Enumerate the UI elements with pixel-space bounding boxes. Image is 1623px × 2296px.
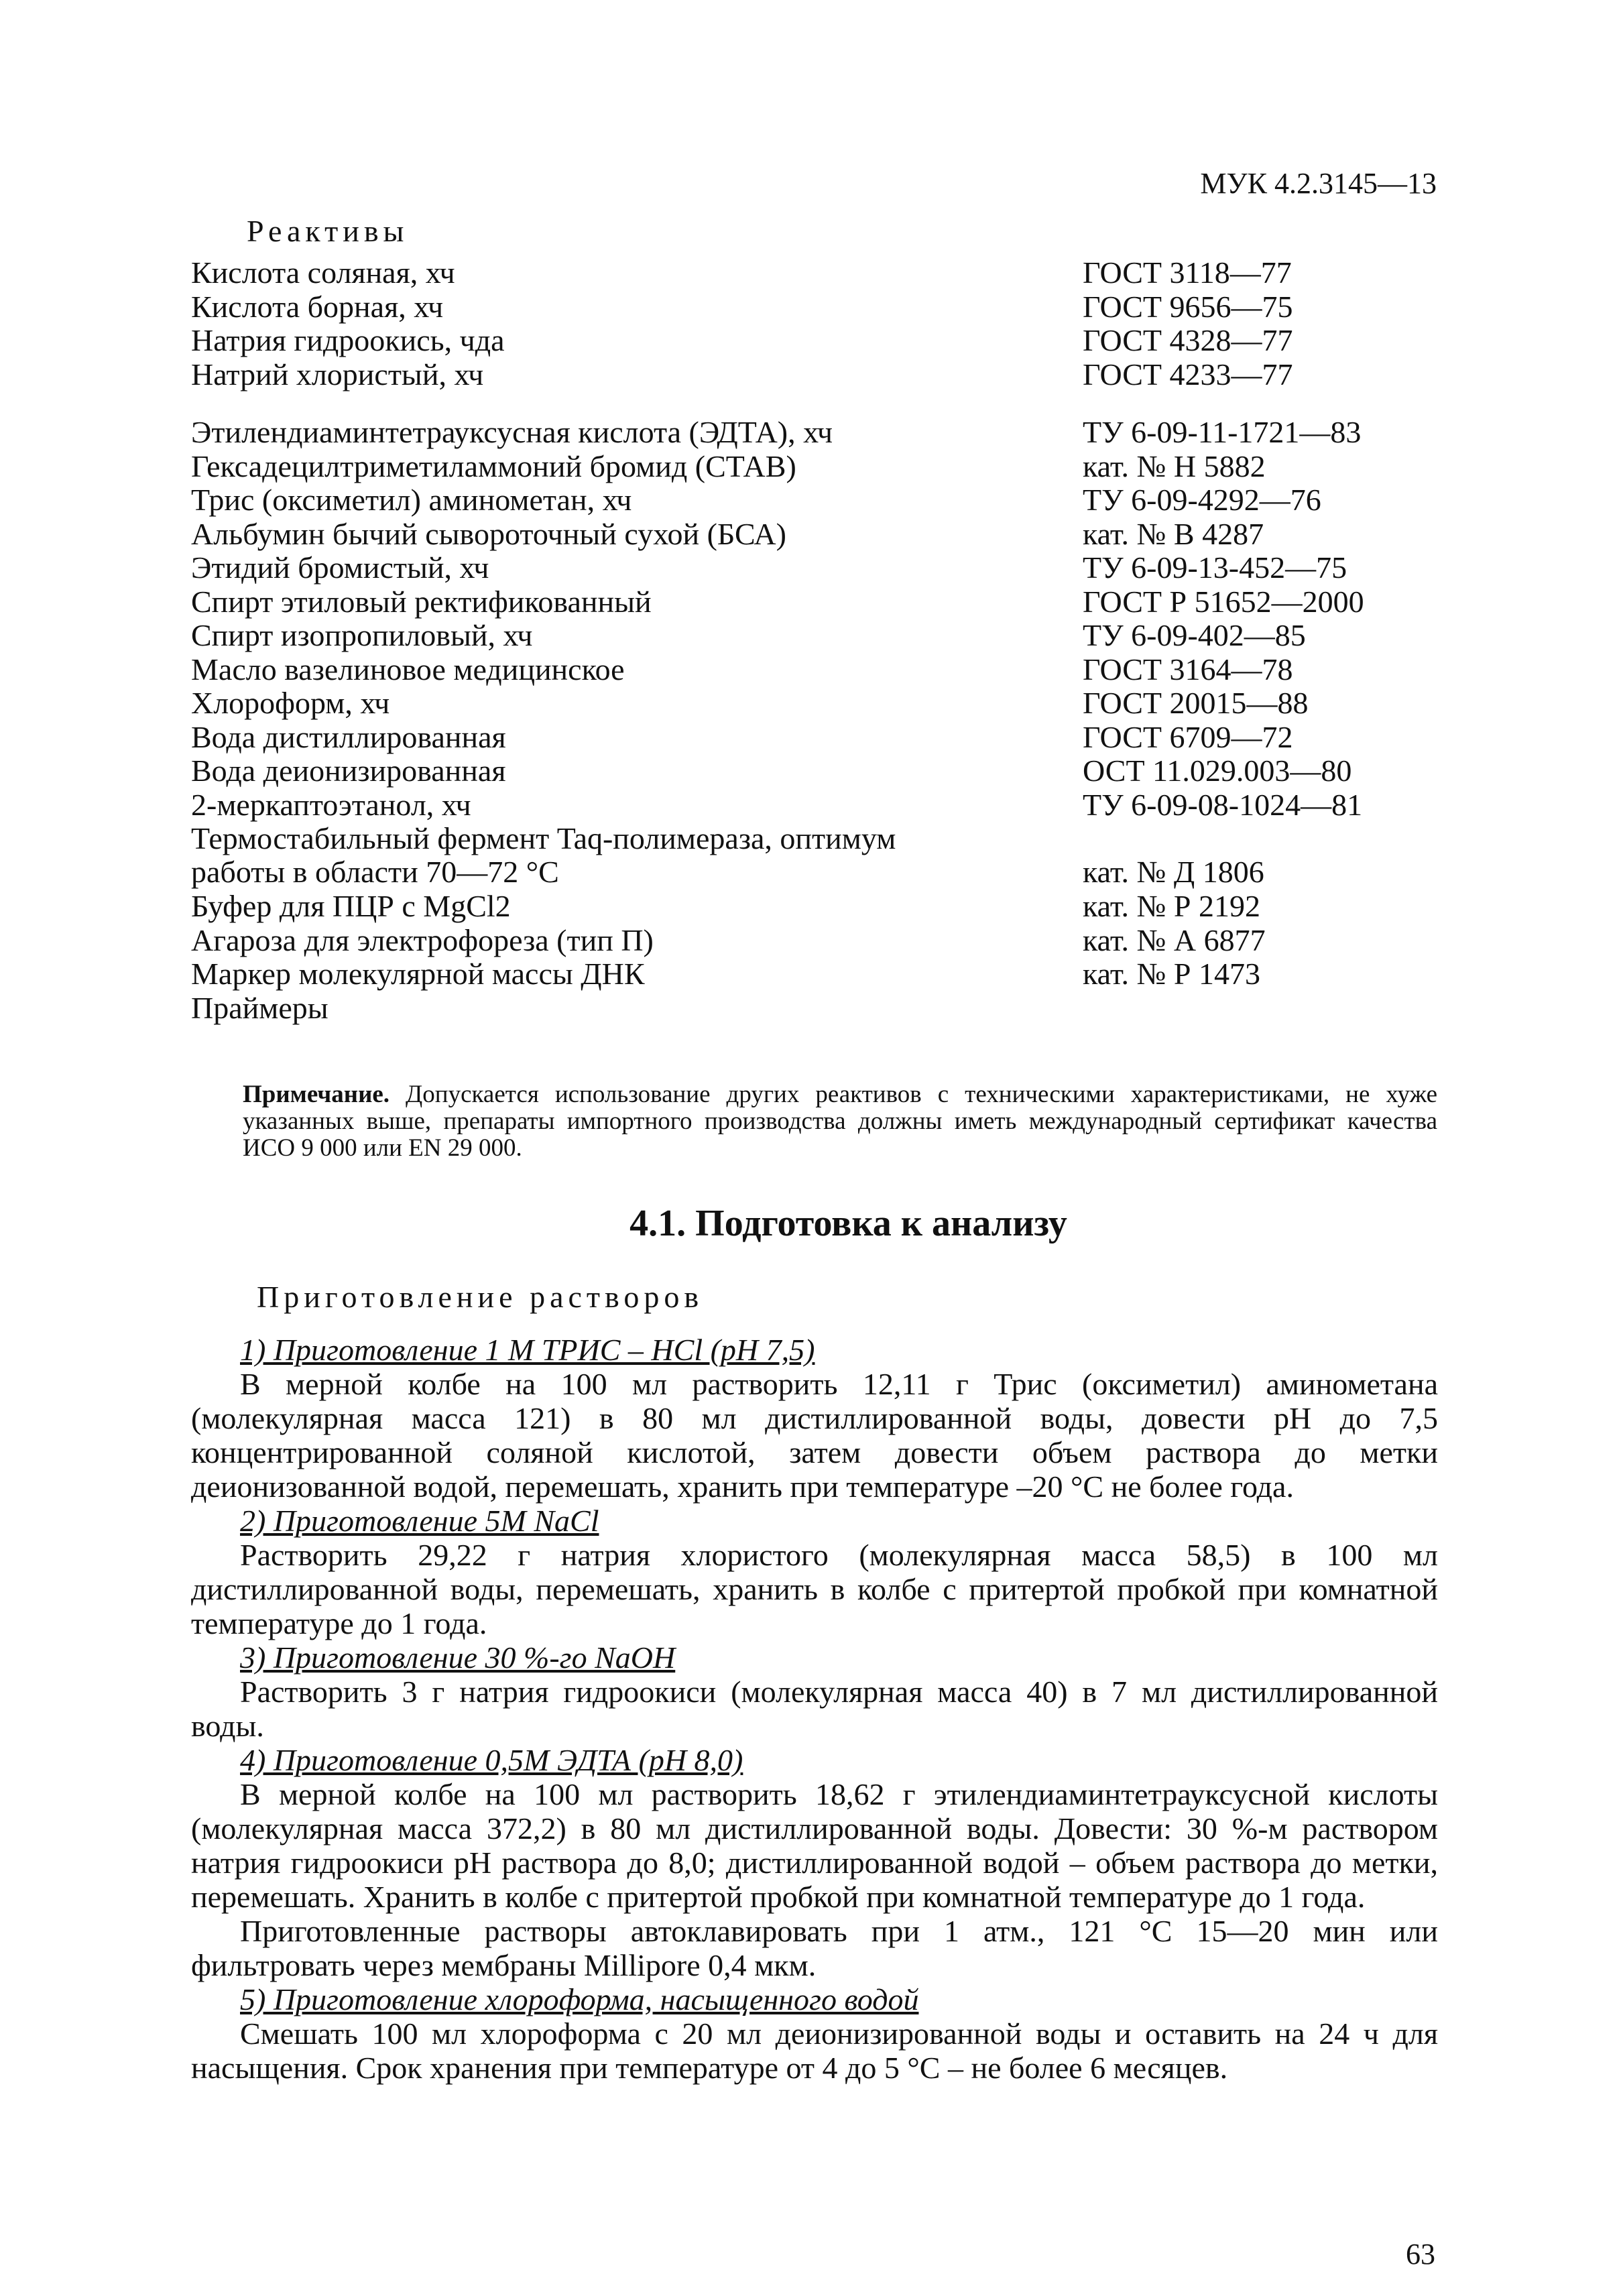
solution-text: В мерной колбе на 100 мл растворить 12,11 г Трис (оксиметил) аминометана (молекулярная масса 121) в 80 мл дистиллированной воды, довести pH до 7,5 концентрированной соляной кислотой, затем довести объем раствора до метки деионизованной водой, перемешать, хранить при температуре –20 °С не более года. bbox=[191, 1367, 1438, 1504]
reagent-name: Этилендиаминтетрауксусная кислота (ЭДТА), хч bbox=[191, 415, 833, 449]
reagent-name: Спирт этиловый ректификованный bbox=[191, 584, 652, 619]
reagent-row bbox=[191, 324, 1398, 358]
solution-title: 4) Приготовление 0,5М ЭДТА (pH 8,0) bbox=[240, 1743, 743, 1777]
solution-title: 1) Приготовление 1 М ТРИС – HCl (pH 7,5) bbox=[240, 1333, 815, 1367]
solution-text: Растворить 3 г натрия гидроокиси (молекулярная масса 40) в 7 мл дистиллированной воды. bbox=[191, 1675, 1438, 1743]
reagent-name: Вода деионизированная bbox=[191, 753, 506, 788]
reagent-spec: кат. № Р 1473 bbox=[1083, 957, 1260, 991]
reagent-spec: ГОСТ Р 51652—2000 bbox=[1083, 584, 1364, 619]
reagent-name: Натрий хлористый, хч bbox=[191, 357, 484, 391]
reagent-name: Спирт изопропиловый, хч bbox=[191, 618, 533, 652]
reagent-row bbox=[191, 518, 1398, 552]
reagent-row bbox=[191, 256, 1398, 290]
reagent-spec: кат. № В 4287 bbox=[1083, 516, 1264, 551]
reagent-spec: ГОСТ 6709—72 bbox=[1083, 719, 1293, 754]
reagent-name: Хлороформ, хч bbox=[191, 686, 390, 720]
document-code: МУК 4.2.3145—13 bbox=[1200, 167, 1437, 200]
reagent-spec: ТУ 6-09-13-452—75 bbox=[1083, 550, 1347, 585]
reagent-spec: ГОСТ 3164—78 bbox=[1083, 652, 1293, 686]
reagent-row bbox=[191, 483, 1398, 518]
reagent-row bbox=[191, 924, 1398, 958]
reagent-spec: кат. № Д 1806 bbox=[1083, 855, 1264, 889]
reagent-spec: кат. № А 6877 bbox=[1083, 922, 1266, 957]
reagent-name: Буфер для ПЦР с MgCl2 bbox=[191, 889, 511, 923]
reagent-name: Маркер молекулярной массы ДНК bbox=[191, 957, 645, 991]
reagent-row bbox=[191, 721, 1398, 755]
reagent-name: Кислота соляная, хч bbox=[191, 255, 455, 290]
reagent-row bbox=[191, 290, 1398, 324]
reagent-row bbox=[191, 890, 1398, 924]
solution-title: 3) Приготовление 30 %-го NaOH bbox=[240, 1640, 676, 1675]
reagent-row bbox=[191, 358, 1398, 392]
reagent-spec: ТУ 6-09-402—85 bbox=[1083, 618, 1306, 652]
solutions-subheading: Приготовление растворов bbox=[257, 1280, 704, 1314]
reagent-spec: ГОСТ 9656—75 bbox=[1083, 289, 1293, 324]
reagent-name: Праймеры bbox=[191, 990, 328, 1025]
section-title: 4.1. Подготовка к анализу bbox=[629, 1203, 1067, 1244]
reagent-spec: кат. № Р 2192 bbox=[1083, 889, 1260, 923]
reagent-row bbox=[191, 788, 1398, 823]
reagent-spec: ТУ 6-09-11-1721—83 bbox=[1083, 415, 1362, 449]
reagent-name: Этидий бромистый, хч bbox=[191, 550, 489, 585]
reagent-name: 2-меркаптоэтанол, хч bbox=[191, 787, 471, 822]
reagent-spec: ОСТ 11.029.003—80 bbox=[1083, 753, 1352, 788]
reagent-name: Натрия гидроокись, чда bbox=[191, 323, 505, 357]
reagent-row bbox=[191, 416, 1398, 450]
reagent-row bbox=[191, 619, 1398, 653]
solution-text: В мерной колбе на 100 мл растворить 18,62 г этилендиаминтетрауксусной кислоты (молекулярная масса 372,2) в 80 мл дистиллированной воды. Довести: 30 %-м раствором натрия гидроокиси pH раствора до 8,0; дистиллированной водой – объем раствора до метки, перемешать. Хранить в колбе с притертой пробкой при комнатной температуре до 1 года. bbox=[191, 1777, 1438, 1914]
note-text: Допускается использование других реактивов с техническими характеристиками, не хуже указанных выше, препараты импортного производства должны иметь международный сертификат качества ИСО 9 000 или EN 29 000. bbox=[243, 1081, 1437, 1162]
reagent-row bbox=[191, 551, 1398, 585]
solution-text: Смешать 100 мл хлороформа с 20 мл деионизированной воды и оставить на 24 ч для насыщения. Срок хранения при температуре от 4 до 5 °С – не более 6 месяцев. bbox=[191, 2016, 1438, 2085]
reagent-spec: ГОСТ 4233—77 bbox=[1083, 357, 1293, 391]
reagent-name: Вода дистиллированная bbox=[191, 719, 506, 754]
reagent-spec: ТУ 6-09-08-1024—81 bbox=[1083, 787, 1363, 822]
reagents-heading: Реактивы bbox=[247, 214, 409, 248]
reagent-name: Альбумин бычий сывороточный сухой (БСА) bbox=[191, 516, 786, 551]
reagent-row bbox=[191, 957, 1398, 991]
solution-title: 5) Приготовление хлороформа, насыщенного водой bbox=[240, 1982, 919, 2016]
reagent-row bbox=[191, 686, 1398, 721]
reagent-spec: ГОСТ 20015—88 bbox=[1083, 686, 1309, 720]
reagent-list-basic bbox=[191, 256, 1398, 391]
reagent-name: Масло вазелиновое медицинское bbox=[191, 652, 625, 686]
reagent-row bbox=[191, 450, 1398, 484]
reagent-spec: ГОСТ 4328—77 bbox=[1083, 323, 1293, 357]
reagent-row bbox=[191, 822, 1398, 890]
reagent-spec: кат. № Н 5882 bbox=[1083, 448, 1266, 483]
reagent-name: Кислота борная, хч bbox=[191, 289, 444, 324]
solutions-body bbox=[191, 1333, 1438, 2085]
note-paragraph bbox=[243, 1081, 1437, 1162]
solution-text: Растворить 29,22 г натрия хлористого (молекулярная масса 58,5) в 100 мл дистиллированной воды, перемешать, хранить в колбе с притертой пробкой при комнатной температуре до 1 года. bbox=[191, 1538, 1438, 1640]
reagent-row bbox=[191, 585, 1398, 619]
reagent-name: Гексадецилтриметиламмоний бромид (СТАВ) bbox=[191, 448, 796, 483]
solution-text: Приготовленные растворы автоклавировать при 1 атм., 121 °С 15—20 мин или фильтровать через мембраны Millipore 0,4 мкм. bbox=[191, 1914, 1438, 1982]
reagent-name: Термостабильный фермент Taq-полимераза, оптимум работы в области 70—72 °С bbox=[191, 821, 896, 889]
reagent-spec: ГОСТ 3118—77 bbox=[1083, 255, 1292, 290]
reagent-name: Агароза для электрофореза (тип П) bbox=[191, 922, 654, 957]
reagent-row bbox=[191, 754, 1398, 788]
reagent-list-extended bbox=[191, 416, 1398, 1025]
page-number: 63 bbox=[1406, 2238, 1435, 2271]
reagent-row bbox=[191, 991, 1398, 1026]
reagent-spec: ТУ 6-09-4292—76 bbox=[1083, 483, 1321, 517]
solution-title: 2) Приготовление 5М NaCl bbox=[240, 1504, 599, 1538]
reagent-row bbox=[191, 653, 1398, 687]
note-label: Примечание. bbox=[243, 1081, 390, 1108]
reagent-name: Трис (оксиметил) аминометан, хч bbox=[191, 483, 632, 517]
